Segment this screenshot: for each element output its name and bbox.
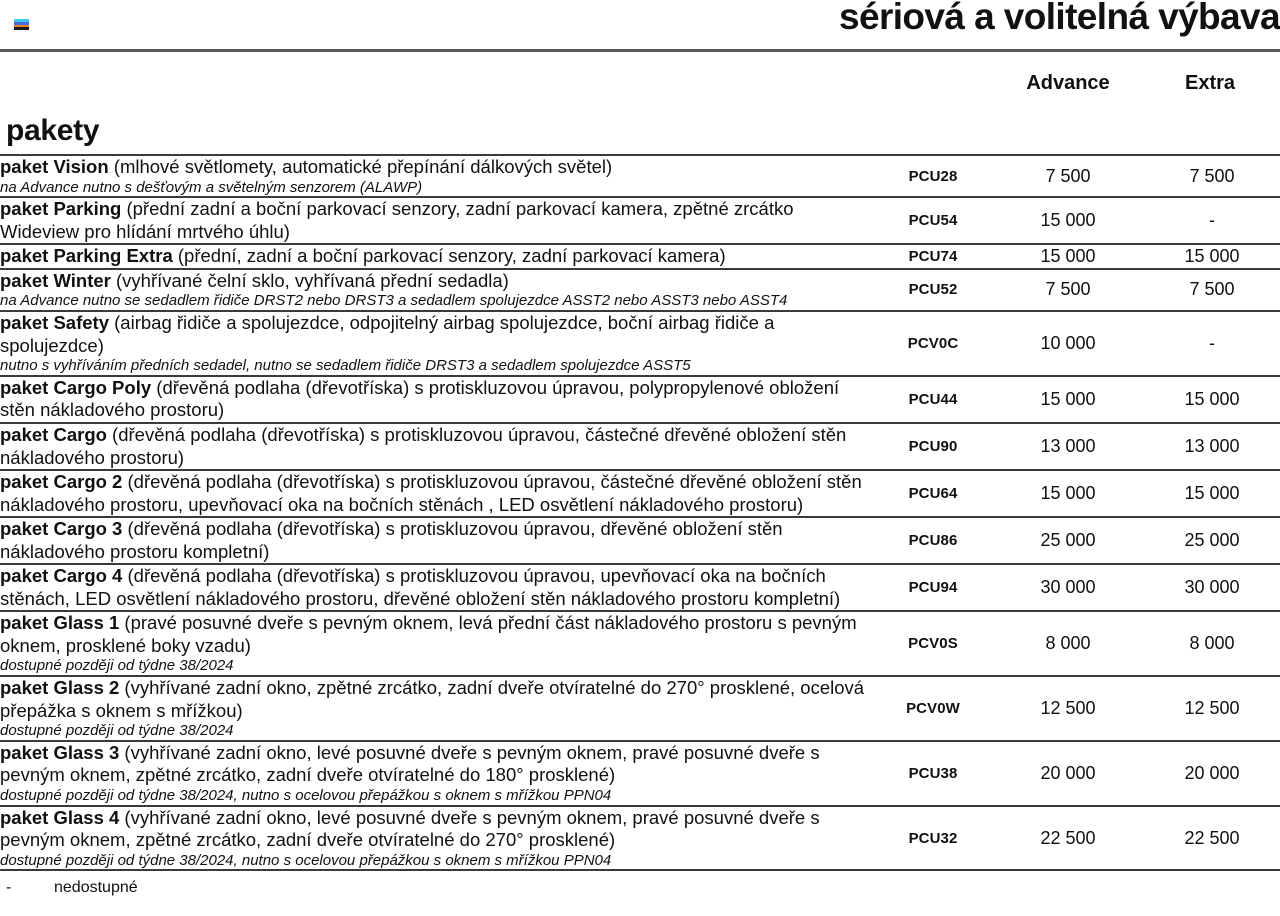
- option-note: nutno s vyhříváním předních sedadel, nutno se sedadlem řidiče DRST3 a sedadlem spolujezdce ASST5: [0, 357, 691, 375]
- option-code: PCU38: [908, 764, 958, 782]
- option-description-cell: [0, 676, 874, 741]
- option-detail: (přední zadní a boční parkovací senzory, zadní parkovací kamera, zpětné zrcátko Wideview pro hlídání mrtvého úhlu): [0, 198, 794, 242]
- table-row: [0, 517, 1280, 564]
- price-extra: 30 000: [1184, 577, 1240, 598]
- option-description-cell: [0, 741, 874, 806]
- price-extra: 22 500: [1184, 827, 1240, 848]
- price-extra: 15 000: [1184, 246, 1240, 267]
- price-advance: 15 000: [1040, 483, 1096, 504]
- option-description-cell: [0, 244, 874, 269]
- option-detail: (dřevěná podlaha (dřevotříska) s protiskluzovou úpravou, částečné dřevěné obložení stěn nákladového prostoru, upevňovací oka na bočních stěnách , LED osvětlení nákladového prostoru): [0, 471, 862, 515]
- price-extra: 7 500: [1189, 165, 1235, 186]
- option-name: paket Vision: [0, 156, 109, 177]
- option-code: PCU90: [908, 438, 958, 456]
- option-code: PCU94: [908, 579, 958, 597]
- price-advance: 7 500: [1045, 279, 1091, 300]
- option-description-cell: [0, 269, 874, 311]
- price-advance: 22 500: [1040, 827, 1096, 848]
- table-row: [0, 806, 1280, 871]
- price-advance: 8 000: [1045, 633, 1091, 654]
- option-code: PCV0S: [908, 635, 958, 653]
- price-extra: 15 000: [1184, 483, 1240, 504]
- table-row: [0, 741, 1280, 806]
- price-advance: 30 000: [1040, 577, 1096, 598]
- price-advance: 15 000: [1040, 210, 1096, 231]
- price-extra: 15 000: [1184, 388, 1240, 409]
- option-code: PCU32: [908, 829, 958, 847]
- option-name: paket Cargo: [0, 423, 107, 445]
- option-detail: (dřevěná podlaha (dřevotříska) s protiskluzovou úpravou, upevňovací oka na bočních stěnách, LED osvětlení nákladového prostoru, dřevěné obložení stěn nákladového prostoru kompletní): [0, 565, 841, 609]
- option-name: paket Cargo 3: [0, 518, 123, 540]
- section-title: pakety: [6, 114, 100, 147]
- option-code: PCV0W: [906, 700, 960, 718]
- option-description-cell: [0, 564, 874, 611]
- option-name: paket Safety: [0, 312, 109, 334]
- table-row: [0, 470, 1280, 517]
- price-advance: 25 000: [1040, 530, 1096, 551]
- table-row: [0, 611, 1280, 676]
- legend-symbol: -: [6, 879, 12, 897]
- option-description-cell: [0, 517, 874, 564]
- option-name: paket Parking: [0, 198, 122, 220]
- option-description-cell: [0, 376, 874, 423]
- option-code: PCU44: [908, 390, 958, 408]
- price-extra: 8 000: [1189, 633, 1235, 654]
- option-detail: (vyhřívané zadní okno, levé posuvné dveře s pevným oknem, pravé posuvné dveře s pevným oknem, zpětné zrcátko, zadní dveře otvíratelné do 270° prosklené): [0, 806, 820, 851]
- table-row: [0, 269, 1280, 311]
- option-note: dostupné později od týdne 38/2024: [0, 722, 234, 740]
- table-row: [0, 376, 1280, 423]
- table-row: [0, 197, 1280, 244]
- price-advance: 10 000: [1040, 333, 1096, 353]
- option-name: paket Glass 1: [0, 612, 120, 634]
- section-header: [0, 52, 1280, 154]
- option-code: PCV0C: [907, 335, 959, 352]
- option-detail: (přední, zadní a boční parkovací senzory, zadní parkovací kamera): [172, 245, 726, 267]
- option-note: na Advance nutno s dešťovým a světelným senzorem (ALAWP): [0, 178, 423, 196]
- option-note: dostupné později od týdne 38/2024: [0, 657, 234, 675]
- price-advance: 15 000: [1040, 246, 1096, 267]
- price-extra: -: [1209, 210, 1215, 231]
- option-detail: (airbag řidiče a spolujezdce, odpojitelný airbag spolujezdce, boční airbag řidiče a spolujezdce): [0, 312, 775, 356]
- price-advance: 13 000: [1040, 436, 1096, 457]
- option-code: PCU54: [908, 212, 958, 230]
- option-detail: (mlhové světlomety, automatické přepínání dálkových světel): [108, 156, 613, 177]
- option-name: paket Cargo 2: [0, 471, 123, 493]
- option-description-cell: [0, 611, 874, 676]
- option-code: PCU74: [908, 248, 958, 266]
- price-advance: 12 500: [1040, 698, 1096, 719]
- option-detail: (vyhřívané čelní sklo, vyhřívaná přední sedadla): [110, 269, 509, 291]
- option-description-cell: [0, 423, 874, 470]
- table-row: [0, 423, 1280, 470]
- option-description-cell: [0, 155, 874, 197]
- option-note: dostupné později od týdne 38/2024, nutno s ocelovou přepážkou s oknem s mřížkou PPN04: [0, 851, 612, 869]
- option-detail: (dřevěná podlaha (dřevotříska) s protiskluzovou úpravou, dřevěné obložení stěn nákladového prostoru kompletní): [0, 518, 783, 562]
- price-extra: -: [1209, 333, 1215, 353]
- page-title: sériová a volitelná výbava: [839, 0, 1280, 37]
- price-advance: 7 500: [1045, 165, 1091, 186]
- brand-stripes-icon: [14, 19, 29, 30]
- equipment-table: [0, 154, 1280, 871]
- option-description-cell: [0, 197, 874, 244]
- option-code: PCU28: [908, 167, 958, 185]
- price-extra: 13 000: [1184, 436, 1240, 457]
- equipment-table-body: [0, 155, 1280, 870]
- table-row: [0, 155, 1280, 197]
- column-header-advance: Advance: [1026, 72, 1110, 94]
- option-detail: (vyhřívané zadní okno, zpětné zrcátko, zadní dveře otvíratelné do 270° prosklené, ocelová přepážka s oknem s mřížkou): [0, 677, 865, 721]
- table-row: [0, 564, 1280, 611]
- legend: [0, 879, 1280, 897]
- option-detail: (dřevěná podlaha (dřevotříska) s protiskluzovou úpravou, částečné dřevěné obložení stěn nákladového prostoru): [0, 423, 847, 468]
- option-description-cell: [0, 311, 874, 376]
- option-name: paket Cargo 4: [0, 565, 123, 587]
- price-advance: 15 000: [1040, 388, 1096, 409]
- option-code: PCU86: [908, 532, 958, 550]
- price-advance: 20 000: [1040, 762, 1096, 783]
- price-extra: 20 000: [1184, 762, 1240, 783]
- option-detail: (dřevěná podlaha (dřevotříska) s protiskluzovou úpravou, polypropylenové obložení stěn nákladového prostoru): [0, 376, 840, 421]
- table-row: [0, 676, 1280, 741]
- column-header-extra: Extra: [1184, 72, 1236, 94]
- option-detail: (vyhřívané zadní okno, levé posuvné dveře s pevným oknem, pravé posuvné dveře s pevným oknem, zpětné zrcátko, zadní dveře otvíratelné do 180° prosklené): [0, 741, 820, 786]
- option-name: paket Glass 3: [0, 741, 120, 763]
- option-detail: (pravé posuvné dveře s pevným oknem, levá přední část nákladového prostoru s pevným oknem, prosklené boky vzadu): [0, 612, 857, 656]
- option-note: dostupné později od týdne 38/2024, nutno s ocelovou přepážkou s oknem s mřížkou PPN04: [0, 787, 612, 805]
- option-description-cell: [0, 470, 874, 517]
- option-description-cell: [0, 806, 874, 871]
- table-row: [0, 244, 1280, 269]
- legend-meaning: nedostupné: [54, 879, 138, 897]
- option-code: PCU52: [908, 281, 958, 299]
- option-name: paket Glass 2: [0, 677, 120, 699]
- option-name: paket Glass 4: [0, 806, 120, 828]
- option-name: paket Cargo Poly: [0, 376, 152, 398]
- option-name: paket Winter: [0, 269, 111, 291]
- document-topbar: [0, 0, 1280, 52]
- table-row: [0, 311, 1280, 376]
- price-extra: 7 500: [1189, 279, 1235, 300]
- option-name: paket Parking Extra: [0, 245, 173, 267]
- price-extra: 25 000: [1184, 530, 1240, 551]
- option-note: na Advance nutno se sedadlem řidiče DRST2 nebo DRST3 a sedadlem spolujezdce ASST2 nebo ASST3 nebo ASST4: [0, 292, 788, 310]
- price-extra: 12 500: [1184, 698, 1240, 719]
- option-code: PCU64: [908, 485, 958, 503]
